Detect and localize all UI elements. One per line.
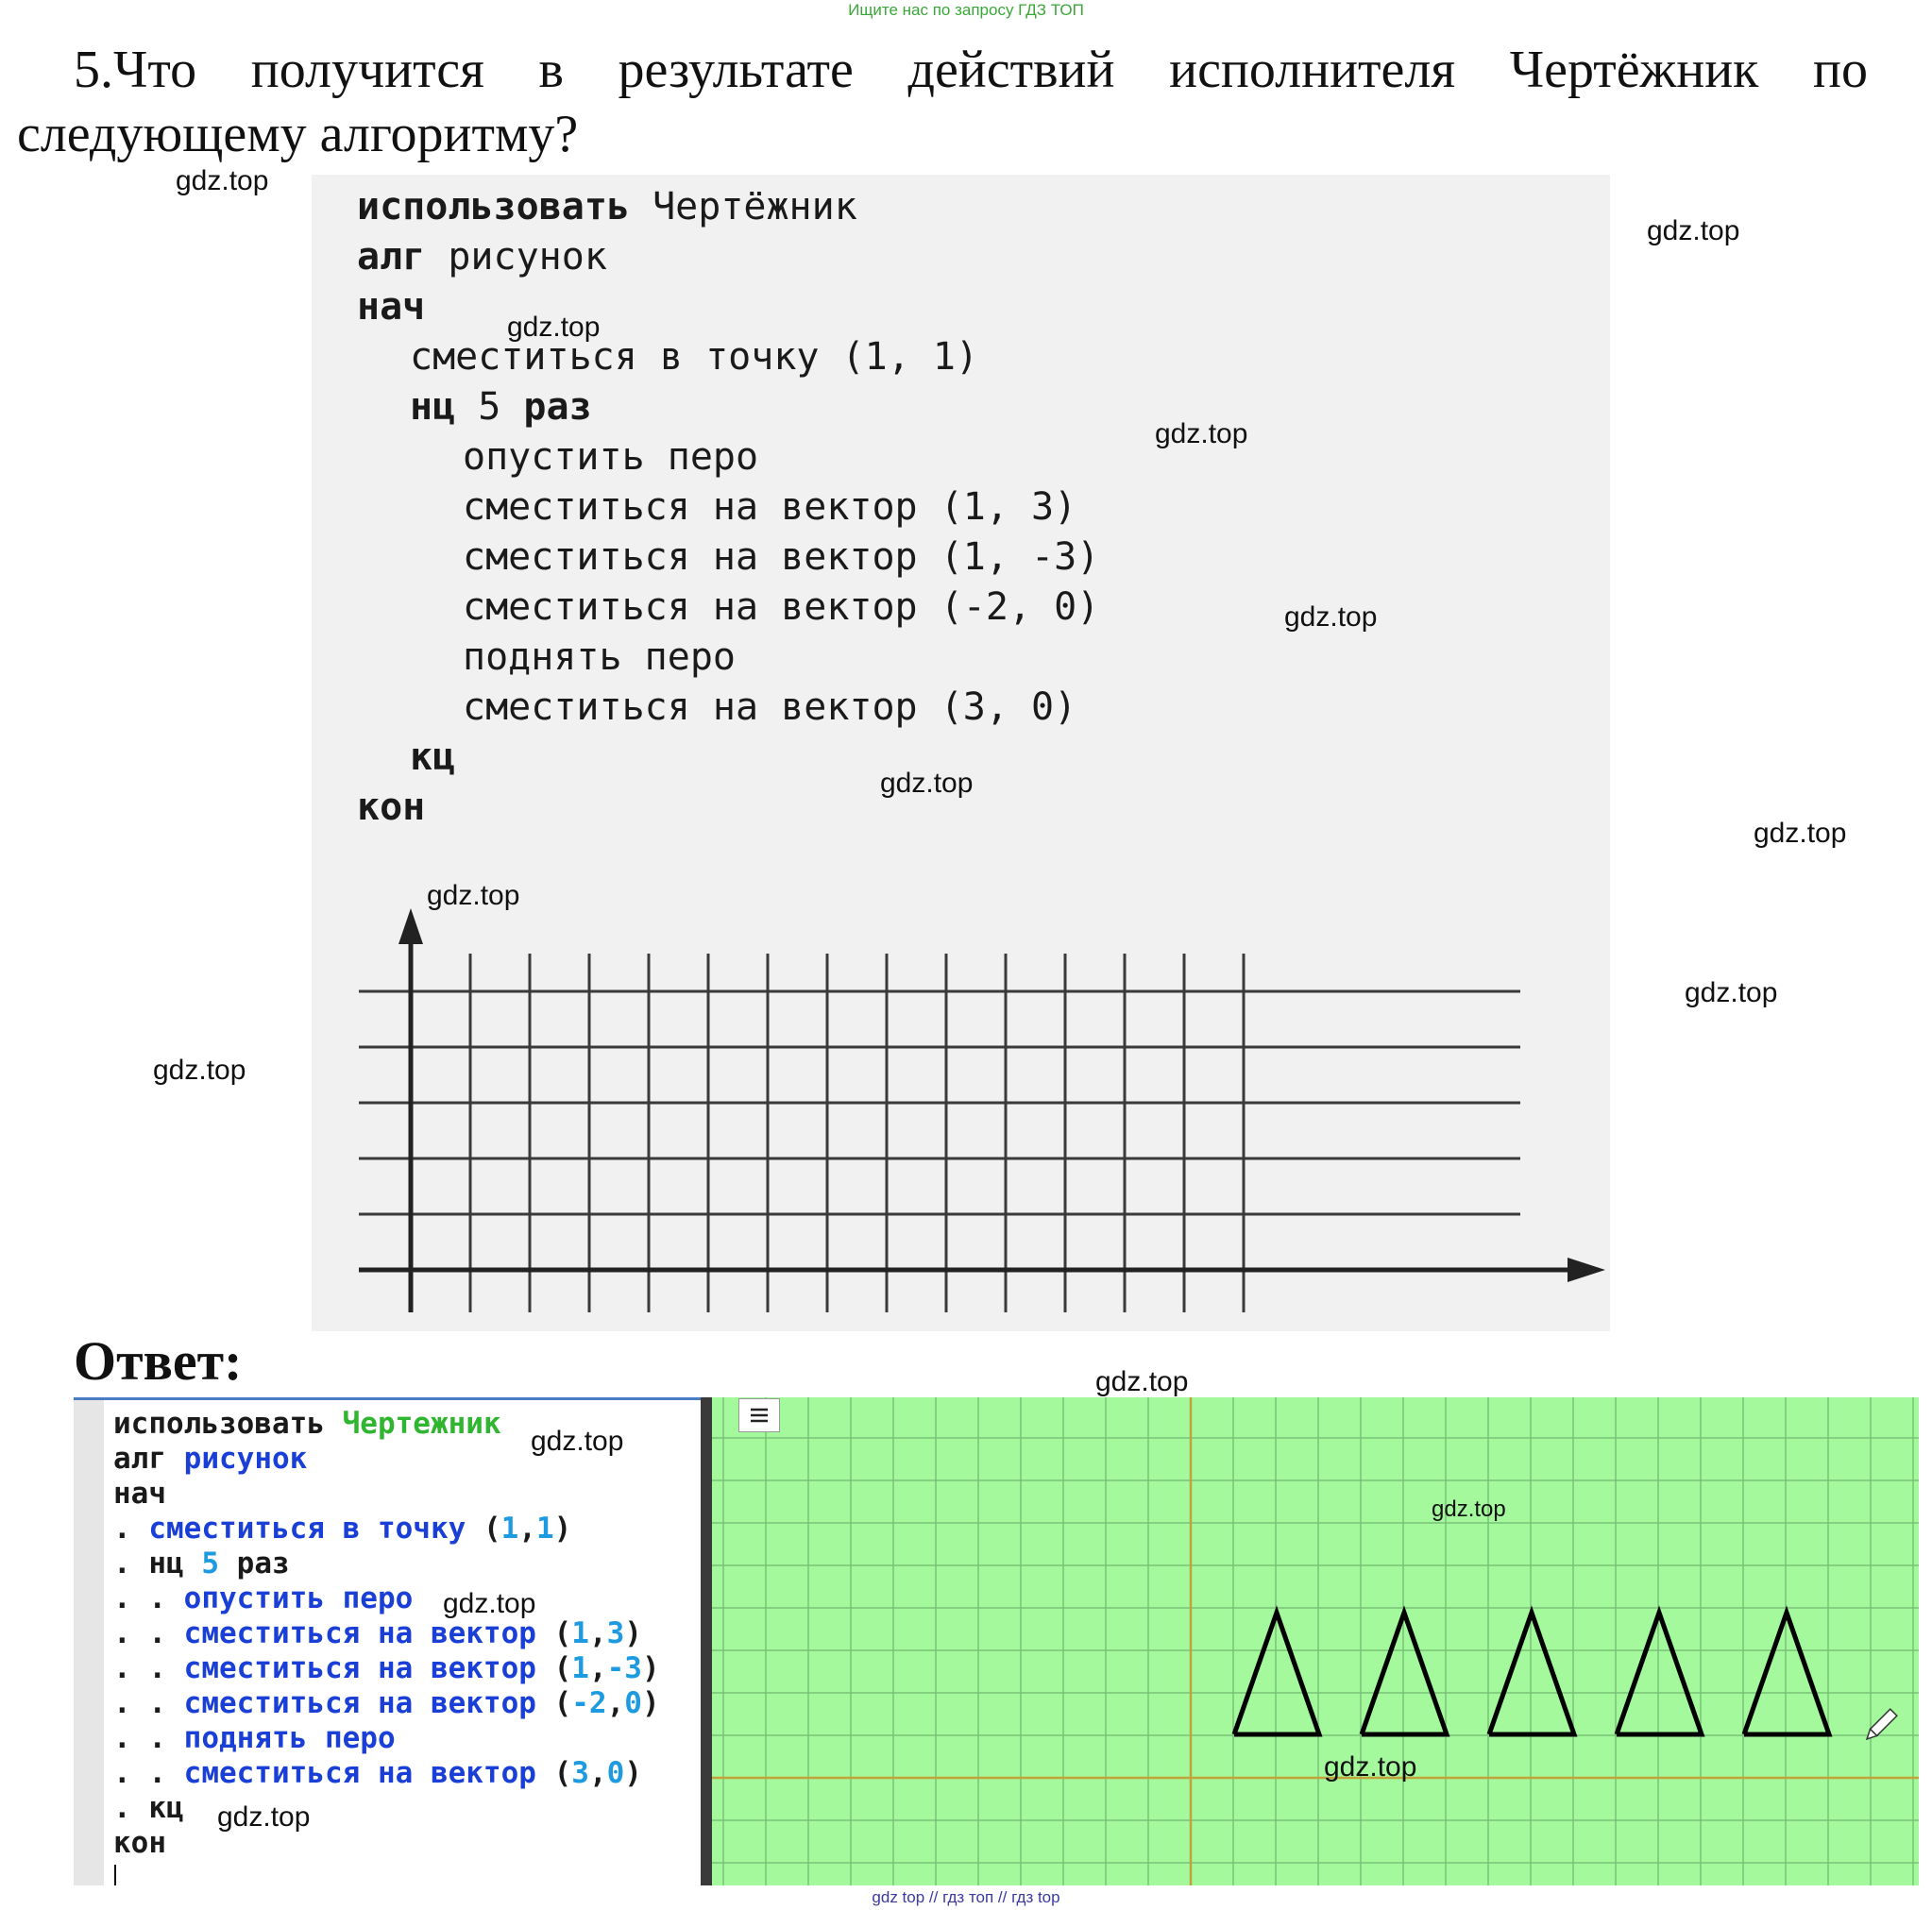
algorithm-line-10: поднять перо	[463, 635, 736, 679]
editor-line-3: нач	[113, 1477, 166, 1511]
empty-grid	[349, 906, 1615, 1322]
panel-splitter[interactable]	[701, 1397, 712, 1885]
algorithm-line-4: сместиться в точку (1, 1)	[410, 335, 979, 379]
editor-gutter	[74, 1400, 104, 1885]
y-axis-arrow	[398, 908, 423, 944]
editor-line-12: . кц	[113, 1791, 184, 1825]
watermark: gdz.top	[1685, 977, 1778, 1008]
watermark: gdz.top	[217, 1801, 311, 1833]
watermark: gdz.top	[176, 165, 269, 196]
watermark: gdz.top	[1324, 1751, 1417, 1783]
algorithm-line-11: сместиться на вектор (3, 0)	[463, 685, 1077, 729]
editor-line-10: . . поднять перо	[113, 1721, 396, 1755]
menu-button[interactable]	[738, 1398, 780, 1432]
search-hint: Ищите нас по запросу ГДЗ ТОП	[848, 1, 1084, 19]
watermark: gdz.top	[1284, 601, 1378, 633]
editor-line-11: . . сместиться на вектор (3,0)	[113, 1756, 642, 1790]
algorithm-line-5: нц 5 раз	[410, 385, 592, 429]
editor-line-2: алг рисунок	[113, 1442, 308, 1476]
watermark: gdz.top	[1432, 1496, 1506, 1522]
watermark: gdz.top	[1095, 1366, 1189, 1397]
footer-note: gdz top // гдз топ // гдз top	[872, 1888, 1060, 1906]
algorithm-line-3: нач	[357, 285, 426, 329]
algorithm-line-9: сместиться на вектор (-2, 0)	[463, 585, 1100, 629]
watermark: gdz.top	[1155, 418, 1248, 449]
text-cursor	[114, 1865, 116, 1885]
watermark: gdz.top	[880, 768, 974, 799]
answer-heading: Ответ:	[74, 1330, 243, 1392]
watermark: gdz.top	[507, 312, 601, 343]
drawing-field	[712, 1397, 1919, 1885]
editor-line-4: . сместиться в точку (1,1)	[113, 1512, 572, 1546]
algorithm-line-13: кон	[357, 786, 426, 829]
editor-line-1: использовать Чертежник	[113, 1407, 501, 1441]
editor-line-5: . нц 5 раз	[113, 1547, 290, 1580]
menu-icon	[739, 1399, 779, 1431]
algorithm-line-6: опустить перо	[463, 435, 759, 479]
watermark: gdz.top	[443, 1588, 536, 1619]
watermark: gdz.top	[1754, 818, 1847, 849]
editor-line-8: . . сместиться на вектор (1,-3)	[113, 1651, 660, 1685]
watermark: gdz.top	[531, 1426, 624, 1457]
editor-line-7: . . сместиться на вектор (1,3)	[113, 1616, 642, 1650]
watermark: gdz.top	[427, 880, 520, 911]
algorithm-line-1: использовать Чертёжник	[357, 185, 857, 228]
editor-line-9: . . сместиться на вектор (-2,0)	[113, 1686, 660, 1720]
editor-line-13: кон	[113, 1826, 166, 1860]
x-axis-arrow	[1568, 1258, 1605, 1282]
algorithm-line-7: сместиться на вектор (1, 3)	[463, 485, 1077, 529]
watermark: gdz.top	[153, 1055, 246, 1086]
algorithm-line-12: кц	[410, 735, 456, 779]
task-text: 5.Что получится в результате действий исполнителя Чертёжник по следующему алгоритму?	[17, 41, 1868, 163]
algorithm-line-8: сместиться на вектор (1, -3)	[463, 535, 1100, 579]
watermark: gdz.top	[1647, 215, 1740, 246]
grid-lines	[359, 954, 1520, 1312]
editor-line-6: . . опустить перо	[113, 1581, 414, 1615]
algorithm-line-2: алг рисунок	[357, 235, 607, 279]
